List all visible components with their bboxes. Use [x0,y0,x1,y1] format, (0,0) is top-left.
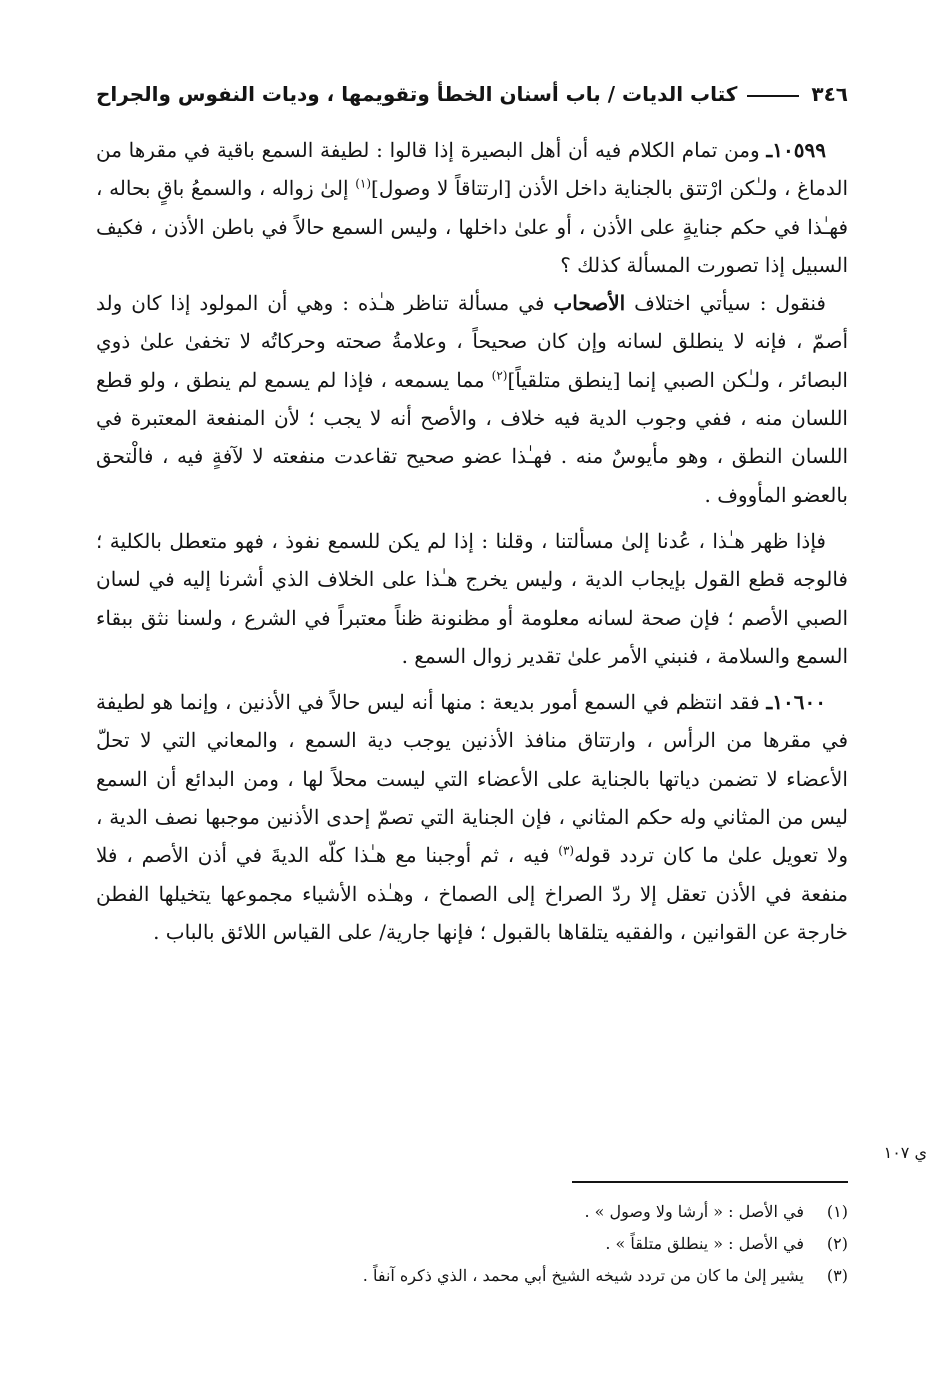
footnote-ref: (٣) [558,843,575,858]
header-rule [747,95,799,97]
paragraph-number: ١٠٦٠٠ـ [766,690,826,715]
running-title: كتاب الديات / باب أسنان الخطأ وتقويمها ، وديات النفوس والجراح [96,82,738,106]
footnote-number: (٣) [826,1266,848,1285]
paragraph-number: ١٠٥٩٩ـ [766,138,826,162]
paragraph-10599 [96,131,848,284]
footnote-number: (١) [826,1202,848,1221]
paragraph-answer [96,284,848,514]
paragraph-text: فقد انتظم في السمع أمور بديعة : منها أنه ليس حالاً في الأذنين ، وإنما هو لطيفة في مقرها من الرأس ، وارتتاق منافذ الأذنين يوجب دية السمع ، والمعاني التي لا تحلّ الأعضاء لا تضمن دياتها بالجناية على الأعضاء التي ليست محلاً لها ، ومن البدائع أن السمع ليس من المثاني وله حكم المثاني ، فإن الجناية التي تصمّ إحدى الأذنين موجبها نصف الدية ، ولا تعويل علىٰ ما كان تردد قوله [96,690,848,868]
footnotes [200,1196,848,1292]
footnote-item [200,1196,848,1228]
bold-term: الأصحاب [553,291,626,316]
footnote-separator [572,1181,848,1183]
paragraph-text-cont: فيه ، ثم أوجبنا مع هـٰذا كلّه الديةَ في أذن الأصم ، فلا منفعة في الأذن تعقل إلا ردّ الصراخ إلى الصماخ ، وهـٰذه الأشياء مجموعها يتخيلها الفطن خارجة عن القوانين ، والفقيه يتلقاها بالقبول ؛ فإنها جارية/ على القياس اللائق بالباب . [96,843,848,944]
paragraph-text: فإذا ظهر هـٰذا ، عُدنا إلىٰ مسألتنا ، وقلنا : إذا لم يكن للسمع نفوذ ، فهو متعطل بالكلية ؛ فالوجه قطع القول بإيجاب الدية ، وليس يخرج هـٰذا على الخلاف الذي أشرنا إليه في لسان الصبي الأصم ؛ فإن صحة لسانه معلومة أو مظنونة ظناً معتبراً في الشرع ، ولسنا نثق ببقاء السمع والسلامة ، فنبني الأمر علىٰ تقدير زوال السمع . [96,528,848,668]
footnote-ref: (٢) [491,368,508,383]
paragraph-text-cont: إلىٰ زواله ، والسمعُ باقٍ بحاله ، فهـٰذا في حكم جنايةٍ على الأذن ، أو علىٰ داخلها ، وليس السمع حالاً في باطن الأذن ، فكيف السبيل إذا تصورت المسألة كذلك ؟ [96,176,848,277]
footnote-ref: (١) [355,176,372,191]
marginal-manuscript-ref: ي ١٠٧ [883,1143,927,1162]
page-number: ٣٤٦ [811,82,848,106]
footnote-text: يشير إلىٰ ما كان من تردد شيخه الشيخ أبي محمد ، الذي ذكره آنفاً . [362,1266,804,1285]
footnote-number: (٢) [826,1234,848,1253]
footnote-text: في الأصل : « أرشا ولا وصول » . [584,1202,804,1221]
main-text [96,131,848,951]
footnote-text: في الأصل : « ينطلق متلقاً » . [605,1234,804,1253]
paragraph-text: ومن تمام الكلام فيه أن أهل البصيرة إذا قالوا : لطيفة السمع باقية في مقرها من الدماغ ، ولـٰكن ارْتتق بالجناية داخل الأذن [ارتتاقاً لا وصول] [96,138,848,201]
paragraph-text: في مسألة تناظر هـٰذه : وهي أن المولود إذا كان ولد أصمّ ، فإنه لا ينطلق لسانه وإن كان صحيحاً ، وعلامةُ صحته وحركاتُه لا تخفىٰ علىٰ ذوي البصائر ، ولـٰكن الصبي إنما [ينطق متلقياً] [96,291,848,392]
footnote-item [200,1260,848,1292]
paragraph-text-cont: مما يسمعه ، فإذا لم يسمع لم ينطق ، ولو قطع اللسان منه ، ففي وجوب الدية فيه خلاف ، والأصح أنه لا يجب ؛ لأن المنفعة المعتبرة في اللسان النطق ، وهو مأيوسٌ منه . فهـٰذا عضو صحيح تقاعدت منفعته لا لآفةٍ فيه ، فالْتحق بالعضو المأووف . [96,367,848,507]
footnote-item [200,1228,848,1260]
page-header [96,72,848,116]
paragraph-conclusion [96,522,848,675]
paragraph-text: فنقول : سيأتي اختلاف [625,291,826,316]
paragraph-10600 [96,683,848,951]
